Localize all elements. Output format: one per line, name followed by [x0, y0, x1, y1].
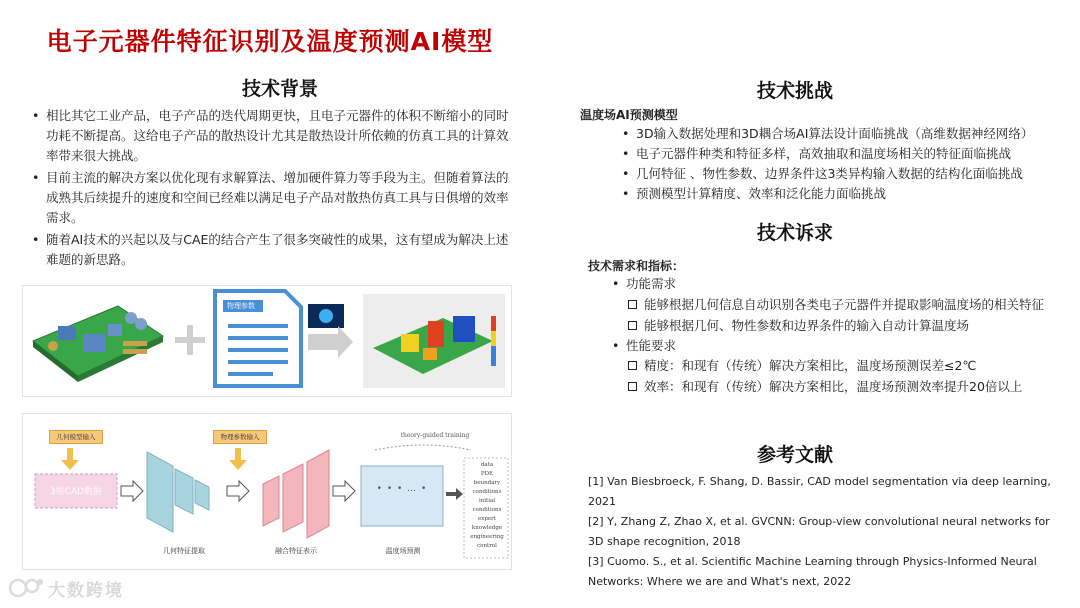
performance-label-list [610, 336, 730, 356]
challenge-list [620, 124, 1060, 204]
pcb-figure-graphic [23, 286, 511, 396]
background-heading: 技术背景 [241, 78, 318, 100]
performance-label: • 性能要求 [610, 336, 730, 356]
knowledge-item: engineering control [470, 534, 504, 549]
performance-list [626, 355, 1066, 397]
challenge-subheading: 温度场AI预测模型 [580, 108, 678, 122]
performance-item: 精度：和现有（传统）解决方案相比，温度场预测误差≤2℃ [626, 355, 1066, 376]
references-list [588, 472, 1060, 592]
cad-label: 3维CAD数据 [49, 487, 103, 497]
references-heading: 参考文献 [756, 444, 833, 466]
challenge-item: • 3D输入数据处理和3D耦合场AI算法设计面临挑战（高维数据神经网络） [620, 124, 1060, 144]
watermark [8, 574, 128, 602]
background-item: • 目前主流的解决方案以优化现有求解算法、增加硬件算力等手段为主。但随着算法的成熟其后续提升的速度和空间已经难以满足电子产品对散热仿真工具与日俱增的效率需求。 [30, 168, 510, 228]
watermark-logo-icon [8, 574, 44, 600]
challenge-item: • 电子元器件种类和特征多样，高效抽取和温度场相关的特征面临挑战 [620, 144, 1060, 164]
doc-label: 物理参数 [227, 302, 255, 310]
background-item: • 相比其它工业产品，电子产品的迭代周期更快，且电子元器件的体积不断缩小的同时功耗不断提高。这给电子产品的散热设计尤其是散热设计所依赖的仿真工具的计算效率带来很大挑战。 [30, 106, 510, 166]
pcb-figure [22, 285, 512, 397]
network-figure [22, 413, 512, 570]
performance-item: 效率：和现有（传统）解决方案相比，温度场预测效率提升20倍以上 [626, 376, 1066, 397]
appeal-subheading: 技术需求和指标： [588, 259, 685, 273]
phys-input-tag: 物理参数输入 [213, 430, 267, 444]
watermark-text: 大数跨境 [48, 581, 124, 601]
background-list [30, 106, 510, 272]
functional-item: 能够根据几何信息自动识别各类电子元器件并提取影响温度场的相关特征 [626, 294, 1066, 315]
functional-label: • 功能需求 [610, 274, 730, 294]
challenge-item: • 预测模型计算精度、效率和泛化能力面临挑战 [620, 184, 1060, 204]
challenge-item: • 几何特征 、物性参数、边界条件这3类异构输入数据的结构化面临挑战 [620, 164, 1060, 184]
background-item: • 随着AI技术的兴起以及与CAE的结合产生了很多突破性的成果，这有望成为解决上述难题的新思路。 [30, 230, 510, 270]
knowledge-item: data [480, 462, 494, 468]
reference-item: [3] Cuomo. S., et al. Scientific Machine Learning through Physics-Informed Neural Networks: Where we are and What's next, 2022 [588, 555, 1037, 588]
theory-label: theory-guided training [400, 432, 470, 439]
functional-list [626, 294, 1066, 336]
temp-pred-label: 温度场预测 [385, 547, 421, 555]
knowledge-item: boundary conditions [472, 480, 502, 495]
reference-item: [1] Van Biesbroeck, F. Shang, D. Bassir, CAD model segmentation via deep learning, 2021 [588, 475, 1051, 508]
knowledge-item: initial conditions [472, 498, 502, 513]
geo-input-tag: 几何模型输入 [49, 430, 103, 444]
reference-item: [2] Y, Zhang Z, Zhao X, et al. GVCNN: Group-view convolutional neural networks for 3D shape recognition, 2018 [588, 515, 1050, 548]
fusion-label: 融合特征表示 [275, 547, 317, 555]
challenge-heading: 技术挑战 [756, 80, 833, 102]
feat-extract-label: 几何特征提取 [163, 547, 205, 555]
functional-label-list [610, 274, 730, 294]
knowledge-list [466, 461, 508, 551]
functional-item: 能够根据几何、物性参数和边界条件的输入自动计算温度场 [626, 315, 1066, 336]
page-title: 电子元器件特征识别及温度预测AI模型 [46, 27, 494, 56]
knowledge-item: expert knowledge [471, 516, 503, 531]
grid-dots: • • • … • [376, 484, 428, 494]
appeal-heading: 技术诉求 [756, 222, 833, 244]
knowledge-item: PDE [480, 471, 494, 477]
